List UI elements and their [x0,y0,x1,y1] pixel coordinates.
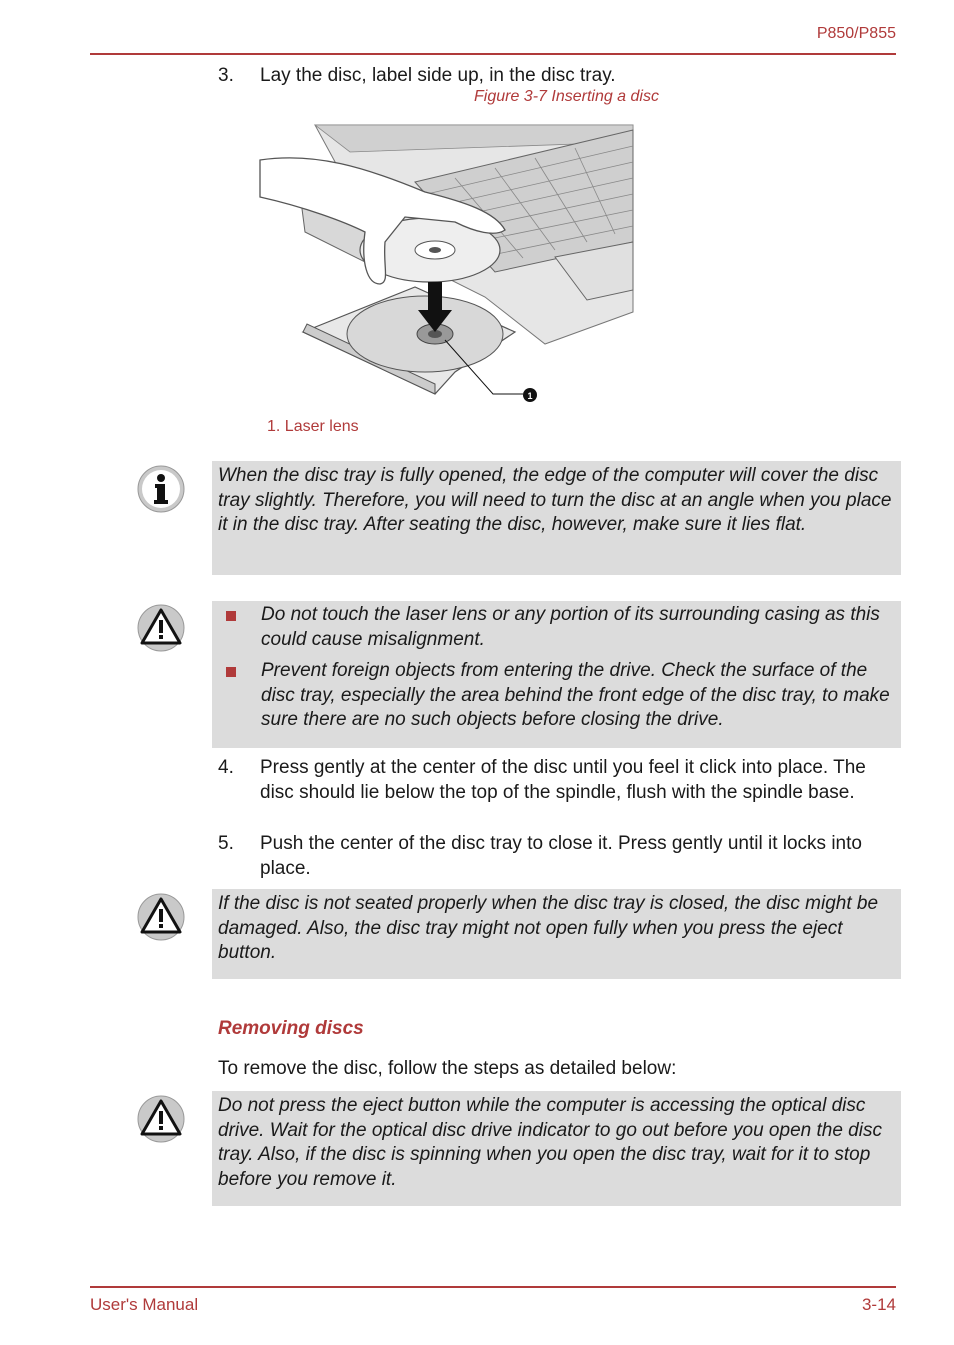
caution-bullet: Prevent foreign objects from entering the drive. Check the surface of the disc tray, especially the area behind the front edge of the disc tray, to make sure there are no such objects before closing the drive. [218,659,897,733]
caution-note-2 [212,889,901,979]
caution-bullets-note [212,601,901,748]
step-5 [218,832,898,881]
bullet-marker [226,667,236,677]
step-text: Push the center of the disc tray to close it. Press gently until it locks into place. [260,833,862,879]
info-note-text: When the disc tray is fully opened, the edge of the computer will cover the disc tray slightly. Therefore, you will need to turn the disc at an angle when you place it in the disc tray. After seating the disc, however, make sure it lies flat. [218,465,892,535]
step-number: 3. [218,65,234,86]
step-3 [218,64,898,89]
step-4 [218,756,898,805]
disc-insertion-illustration [255,122,640,407]
figure-legend: 1. Laser lens [267,418,359,435]
header-rule [90,53,896,55]
section-intro: To remove the disc, follow the steps as detailed below: [218,1058,677,1079]
caution-note-text: If the disc is not seated properly when the disc tray is closed, the disc might be damaged. Also, the disc tray might not open fully when you press the eject button. [218,893,879,963]
info-note [212,461,901,575]
caution-icon [136,892,186,942]
info-icon [136,464,186,514]
step-number: 5. [218,833,234,854]
section-title: Removing discs [218,1018,364,1039]
footer-manual-label: User's Manual [90,1295,199,1314]
step-number: 4. [218,757,234,778]
header-model: P850/P855 [816,25,896,42]
caution-note-3 [212,1091,901,1206]
caution-icon [136,603,186,653]
step-text: Press gently at the center of the disc until you feel it click into place. The disc should lie below the top of the spindle, flush with the spindle base. [260,757,866,803]
footer-rule [90,1286,896,1288]
caution-icon [136,1094,186,1144]
caution-note-text: Do not press the eject button while the computer is accessing the optical disc drive. Wait for the optical disc drive indicator to go out before you open the disc tray. Also, if the disc is spinning when you open the disc tray, wait for it to stop before you remove it. [218,1095,882,1190]
caution-bullet: Do not touch the laser lens or any portion of its surrounding casing as this could cause misalignment. [218,603,897,652]
step-text: Lay the disc, label side up, in the disc tray. [260,65,616,86]
figure-caption: Figure 3-7 Inserting a disc [474,88,659,105]
footer-page-number: 3-14 [861,1295,896,1314]
bullet-marker [226,611,236,621]
callout-number: 1 [527,391,533,401]
disc-tray-illustration [303,287,515,394]
